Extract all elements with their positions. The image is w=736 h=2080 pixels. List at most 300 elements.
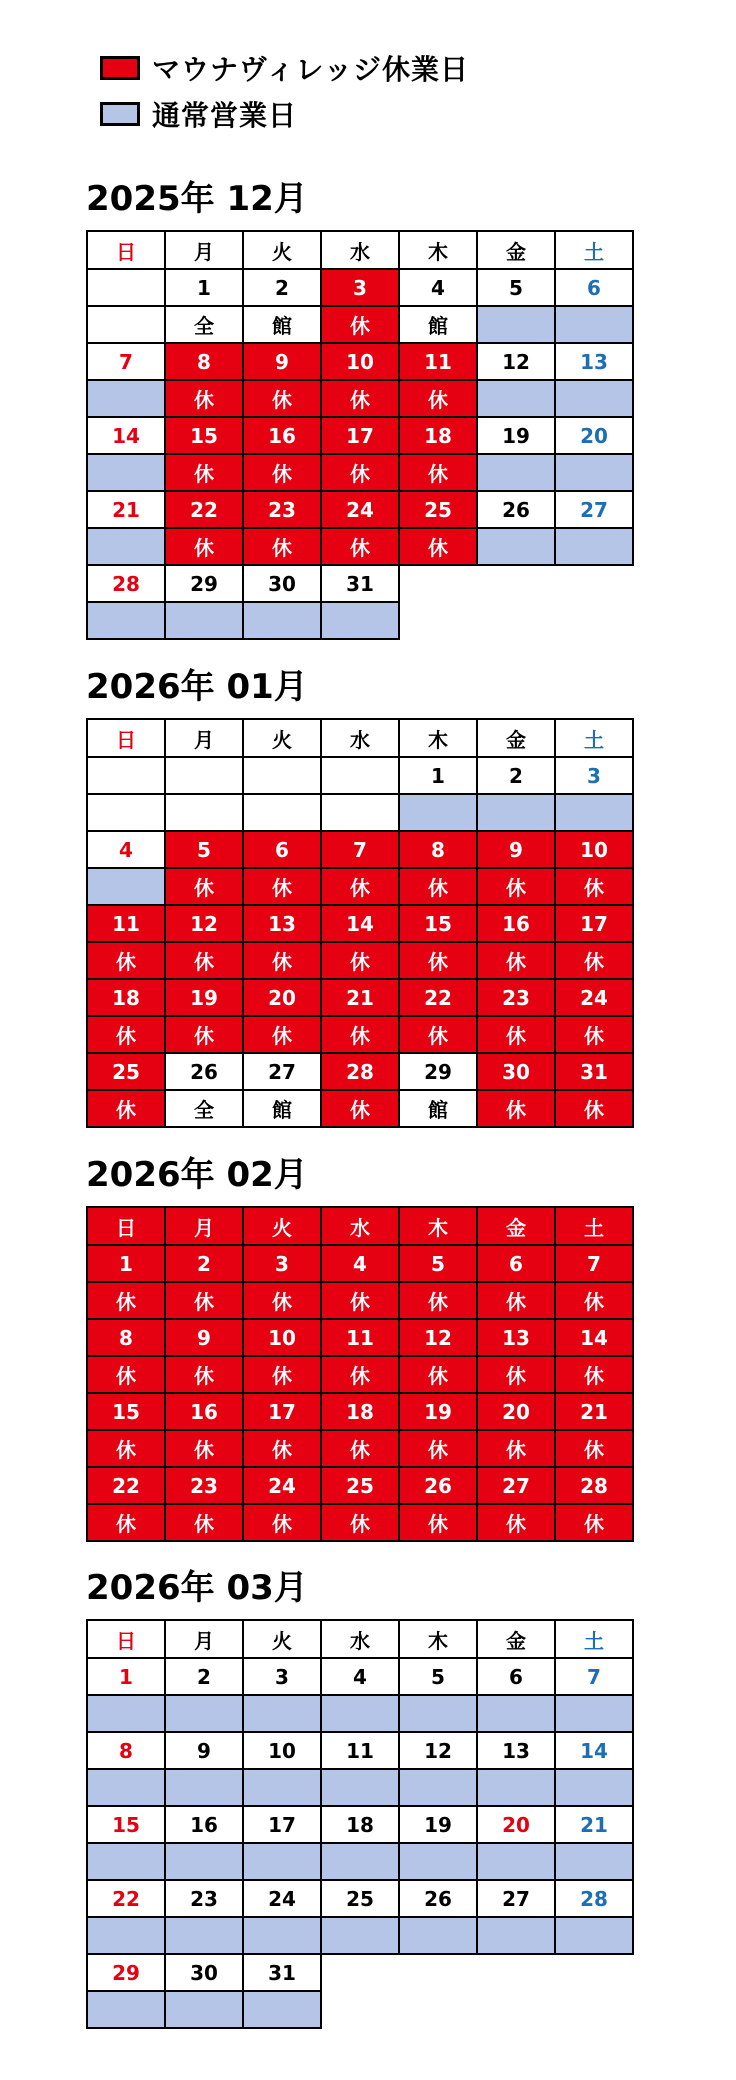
day-status: 休 (165, 942, 243, 979)
calendar-day: 1 (165, 269, 243, 306)
weekday-header: 木 (399, 719, 477, 757)
date-row (87, 1806, 633, 1843)
day-status (243, 794, 321, 831)
day-status (165, 1769, 243, 1806)
legend-label-closed: マウナヴィレッジ休業日 (152, 53, 470, 86)
weekday-header-row (87, 231, 633, 269)
day-status (87, 528, 165, 565)
day-status: 休 (87, 1430, 165, 1467)
day-status (87, 602, 165, 639)
calendar-day: 26 (399, 1880, 477, 1917)
date-row (87, 1658, 633, 1695)
date-row (87, 831, 633, 868)
status-row (87, 1695, 633, 1732)
calendar-day: 20 (555, 417, 633, 454)
calendar-day: 14 (321, 905, 399, 942)
weekday-header: 水 (321, 1207, 399, 1245)
month-calendar-mar-2026 (86, 1564, 634, 2029)
day-status: 休 (321, 1016, 399, 1053)
calendar-day: 8 (87, 1732, 165, 1769)
day-status: 休 (243, 1430, 321, 1467)
day-status: 休 (555, 1430, 633, 1467)
status-row (87, 1356, 633, 1393)
day-status: 休 (165, 1430, 243, 1467)
day-status (321, 1843, 399, 1880)
day-status (243, 1843, 321, 1880)
calendar-day: 22 (165, 491, 243, 528)
calendar-day: 17 (243, 1806, 321, 1843)
day-status: 休 (243, 380, 321, 417)
weekday-header: 月 (165, 231, 243, 269)
day-status: 休 (555, 1090, 633, 1127)
calendar-day: 18 (321, 1393, 399, 1430)
weekday-header: 金 (477, 231, 555, 269)
weekday-header: 金 (477, 1207, 555, 1245)
day-status: 休 (555, 1356, 633, 1393)
calendar-day: 18 (87, 979, 165, 1016)
day-status: 休 (555, 1504, 633, 1541)
calendar-day: 1 (399, 757, 477, 794)
day-status (399, 1917, 477, 1954)
calendar-day: 23 (165, 1880, 243, 1917)
calendar-day: 20 (243, 979, 321, 1016)
month-title: 2026年 02月 (86, 1155, 308, 1195)
calendar-day: 21 (555, 1393, 633, 1430)
calendar-day: 13 (477, 1319, 555, 1356)
day-status: 休 (87, 1504, 165, 1541)
day-status (321, 1991, 399, 2028)
day-status (555, 1991, 633, 2028)
day-status: 休 (399, 1504, 477, 1541)
status-row (87, 1504, 633, 1541)
day-status (243, 1695, 321, 1732)
weekday-header: 木 (399, 1620, 477, 1658)
day-status (321, 1769, 399, 1806)
calendar-day: 26 (477, 491, 555, 528)
day-status (243, 1917, 321, 1954)
day-status (477, 454, 555, 491)
calendar-day: 25 (399, 491, 477, 528)
day-status (243, 1769, 321, 1806)
calendar-day: 10 (321, 343, 399, 380)
day-status (165, 1843, 243, 1880)
calendar-grid (86, 230, 634, 640)
calendar-day: 11 (321, 1732, 399, 1769)
calendar-day: 5 (399, 1658, 477, 1695)
date-row (87, 565, 633, 602)
calendar-day: 25 (87, 1053, 165, 1090)
day-status: 休 (477, 1430, 555, 1467)
day-status: 休 (87, 1282, 165, 1319)
day-status: 休 (243, 868, 321, 905)
calendar-day: 23 (165, 1467, 243, 1504)
calendar-day: 3 (243, 1245, 321, 1282)
calendar-day: 13 (243, 905, 321, 942)
day-status: 休 (243, 1282, 321, 1319)
calendar-day: 14 (87, 417, 165, 454)
calendar-day: 5 (399, 1245, 477, 1282)
date-row (87, 1245, 633, 1282)
calendar-day: 14 (555, 1319, 633, 1356)
calendar-day: 17 (321, 417, 399, 454)
date-row (87, 417, 633, 454)
calendar-day: 19 (399, 1393, 477, 1430)
day-status: 休 (477, 1504, 555, 1541)
calendar-day: 15 (87, 1806, 165, 1843)
weekday-header: 火 (243, 231, 321, 269)
weekday-header-row (87, 1620, 633, 1658)
calendar-day: 30 (477, 1053, 555, 1090)
day-status: 館 (399, 306, 477, 343)
day-status: 休 (321, 1430, 399, 1467)
calendar-day: 24 (243, 1467, 321, 1504)
legend-label-open: 通常営業日 (152, 99, 298, 132)
day-status (477, 1769, 555, 1806)
calendar-day: 16 (165, 1393, 243, 1430)
day-status: 休 (321, 1356, 399, 1393)
day-status (555, 306, 633, 343)
day-status: 休 (321, 454, 399, 491)
day-status (399, 1991, 477, 2028)
calendar-day: 30 (165, 1954, 243, 1991)
calendar-day: 6 (243, 831, 321, 868)
day-status (555, 1843, 633, 1880)
day-status (87, 868, 165, 905)
calendar-day: 27 (243, 1053, 321, 1090)
calendar-day: 24 (243, 1880, 321, 1917)
day-status (555, 528, 633, 565)
weekday-header: 火 (243, 1207, 321, 1245)
status-row (87, 1090, 633, 1127)
calendar-day: 8 (87, 1319, 165, 1356)
calendar-day: 21 (555, 1806, 633, 1843)
day-status (555, 454, 633, 491)
day-status: 休 (321, 528, 399, 565)
calendar-day: 2 (243, 269, 321, 306)
calendar-day: 21 (87, 491, 165, 528)
calendar-day: 10 (243, 1732, 321, 1769)
day-status (243, 1991, 321, 2028)
status-row (87, 942, 633, 979)
calendar-day: 3 (243, 1658, 321, 1695)
calendar-day: 22 (399, 979, 477, 1016)
day-status: 休 (399, 1430, 477, 1467)
calendar-day: 3 (321, 269, 399, 306)
day-status (321, 794, 399, 831)
weekday-header: 水 (321, 231, 399, 269)
month-calendar-dec-2025 (86, 175, 634, 640)
day-status: 休 (243, 1016, 321, 1053)
month-calendar-feb-2026 (86, 1151, 634, 1542)
day-status: 休 (165, 1356, 243, 1393)
calendar-day-blank (399, 1954, 477, 1991)
calendar-day-blank (477, 565, 555, 602)
day-status: 休 (477, 1282, 555, 1319)
status-row (87, 528, 633, 565)
calendar-day: 21 (321, 979, 399, 1016)
calendar-day: 31 (243, 1954, 321, 1991)
calendar-day: 28 (87, 565, 165, 602)
calendar-day-blank (165, 757, 243, 794)
day-status (87, 306, 165, 343)
day-status (555, 1769, 633, 1806)
day-status (321, 1917, 399, 1954)
calendar-day: 7 (555, 1245, 633, 1282)
day-status (477, 1843, 555, 1880)
calendar-day: 1 (87, 1245, 165, 1282)
calendar-day: 18 (321, 1806, 399, 1843)
calendar-day: 11 (87, 905, 165, 942)
calendar-day: 18 (399, 417, 477, 454)
day-status (87, 1769, 165, 1806)
day-status: 休 (165, 1282, 243, 1319)
calendar-day: 19 (399, 1806, 477, 1843)
calendar-day: 27 (555, 491, 633, 528)
day-status: 休 (243, 528, 321, 565)
calendar-day: 19 (477, 417, 555, 454)
calendar-day: 2 (477, 757, 555, 794)
day-status (477, 306, 555, 343)
day-status (399, 1769, 477, 1806)
calendar-day: 12 (477, 343, 555, 380)
status-row (87, 868, 633, 905)
calendar-day-blank (555, 565, 633, 602)
day-status (87, 794, 165, 831)
date-row (87, 1053, 633, 1090)
calendar-day: 5 (477, 269, 555, 306)
calendar-day: 13 (555, 343, 633, 380)
date-row (87, 1467, 633, 1504)
status-row (87, 1016, 633, 1053)
day-status: 館 (243, 306, 321, 343)
day-status (555, 602, 633, 639)
month-title: 2026年 01月 (86, 667, 308, 707)
status-row (87, 306, 633, 343)
day-status: 休 (165, 454, 243, 491)
day-status (399, 1843, 477, 1880)
day-status: 休 (399, 868, 477, 905)
calendar-day: 20 (477, 1806, 555, 1843)
day-status (165, 794, 243, 831)
legend-item-open (100, 96, 469, 132)
calendar-day: 6 (477, 1658, 555, 1695)
day-status (399, 1695, 477, 1732)
day-status: 休 (555, 942, 633, 979)
day-status: 全 (165, 306, 243, 343)
date-row (87, 757, 633, 794)
day-status (87, 380, 165, 417)
calendar-day: 24 (555, 979, 633, 1016)
date-row (87, 979, 633, 1016)
day-status: 休 (477, 1016, 555, 1053)
day-status: 休 (399, 454, 477, 491)
calendar-day: 27 (477, 1467, 555, 1504)
day-status (165, 1991, 243, 2028)
calendar-day: 29 (87, 1954, 165, 1991)
day-status (477, 1695, 555, 1732)
day-status (321, 602, 399, 639)
day-status: 休 (477, 1356, 555, 1393)
day-status (87, 1917, 165, 1954)
weekday-header: 金 (477, 1620, 555, 1658)
weekday-header-row (87, 1207, 633, 1245)
weekday-header: 日 (87, 231, 165, 269)
calendar-day: 8 (165, 343, 243, 380)
month-calendar-jan-2026 (86, 663, 634, 1128)
calendar-day: 10 (555, 831, 633, 868)
date-row (87, 491, 633, 528)
day-status: 休 (243, 454, 321, 491)
day-status (477, 1917, 555, 1954)
day-status: 館 (243, 1090, 321, 1127)
status-row (87, 1917, 633, 1954)
day-status: 休 (165, 868, 243, 905)
weekday-header: 土 (555, 719, 633, 757)
calendar-grid (86, 718, 634, 1128)
day-status (555, 1695, 633, 1732)
day-status: 休 (87, 1016, 165, 1053)
calendar-grid (86, 1206, 634, 1542)
date-row (87, 1732, 633, 1769)
status-row (87, 1991, 633, 2028)
calendar-day-blank (87, 757, 165, 794)
calendar-day: 26 (165, 1053, 243, 1090)
day-status (477, 794, 555, 831)
date-row (87, 1393, 633, 1430)
day-status: 休 (87, 942, 165, 979)
day-status: 休 (321, 306, 399, 343)
day-status (555, 380, 633, 417)
calendar-day-blank (399, 565, 477, 602)
day-status: 休 (165, 1016, 243, 1053)
calendar-day: 1 (87, 1658, 165, 1695)
calendar-day: 17 (243, 1393, 321, 1430)
day-status (477, 380, 555, 417)
calendar-day: 11 (321, 1319, 399, 1356)
calendar-day: 7 (555, 1658, 633, 1695)
weekday-header: 水 (321, 719, 399, 757)
calendar-day-blank (555, 1954, 633, 1991)
day-status: 休 (399, 1016, 477, 1053)
weekday-header: 日 (87, 719, 165, 757)
day-status: 休 (243, 1504, 321, 1541)
day-status (399, 794, 477, 831)
weekday-header: 日 (87, 1207, 165, 1245)
day-status: 休 (555, 868, 633, 905)
status-row (87, 1282, 633, 1319)
calendar-day: 7 (321, 831, 399, 868)
weekday-header-row (87, 719, 633, 757)
calendar-day: 15 (165, 417, 243, 454)
day-status (555, 1917, 633, 1954)
calendar-day: 23 (243, 491, 321, 528)
weekday-header: 土 (555, 231, 633, 269)
calendar-day: 12 (399, 1319, 477, 1356)
day-status: 休 (399, 1282, 477, 1319)
day-status: 休 (555, 1016, 633, 1053)
calendar-day: 23 (477, 979, 555, 1016)
weekday-header: 木 (399, 231, 477, 269)
calendar-day: 28 (321, 1053, 399, 1090)
weekday-header: 土 (555, 1207, 633, 1245)
calendar-day: 24 (321, 491, 399, 528)
day-status: 休 (321, 868, 399, 905)
calendar-day: 30 (243, 565, 321, 602)
calendar-day: 10 (243, 1319, 321, 1356)
day-status: 休 (399, 528, 477, 565)
weekday-header: 火 (243, 1620, 321, 1658)
calendar-day: 5 (165, 831, 243, 868)
date-row (87, 343, 633, 380)
date-row (87, 269, 633, 306)
day-status: 休 (165, 380, 243, 417)
weekday-header: 水 (321, 1620, 399, 1658)
calendar-day: 20 (477, 1393, 555, 1430)
day-status (87, 1991, 165, 2028)
day-status: 休 (321, 1282, 399, 1319)
day-status: 休 (321, 942, 399, 979)
calendar-day: 31 (555, 1053, 633, 1090)
calendar-day: 31 (321, 565, 399, 602)
weekday-header: 月 (165, 1620, 243, 1658)
calendar-day: 13 (477, 1732, 555, 1769)
calendar-day: 19 (165, 979, 243, 1016)
calendar-day: 9 (243, 343, 321, 380)
calendar-day: 22 (87, 1880, 165, 1917)
date-row (87, 1954, 633, 1991)
day-status: 休 (165, 528, 243, 565)
status-row (87, 1430, 633, 1467)
day-status (165, 1695, 243, 1732)
status-row (87, 454, 633, 491)
calendar-day: 4 (87, 831, 165, 868)
calendar-day: 9 (165, 1732, 243, 1769)
day-status: 休 (321, 1504, 399, 1541)
day-status: 休 (165, 1504, 243, 1541)
status-row (87, 380, 633, 417)
day-status: 休 (477, 868, 555, 905)
calendar-day: 3 (555, 757, 633, 794)
calendar-day: 25 (321, 1467, 399, 1504)
day-status: 館 (399, 1090, 477, 1127)
status-row (87, 602, 633, 639)
weekday-header: 日 (87, 1620, 165, 1658)
day-status (165, 602, 243, 639)
calendar-day-blank (321, 1954, 399, 1991)
day-status: 休 (555, 1282, 633, 1319)
calendar-day: 15 (399, 905, 477, 942)
day-status (87, 1695, 165, 1732)
day-status (87, 454, 165, 491)
day-status: 休 (399, 942, 477, 979)
calendar-day: 12 (399, 1732, 477, 1769)
calendar-day: 15 (87, 1393, 165, 1430)
weekday-header: 火 (243, 719, 321, 757)
calendar-day: 28 (555, 1467, 633, 1504)
weekday-header: 月 (165, 719, 243, 757)
day-status: 休 (399, 380, 477, 417)
calendar-day: 29 (399, 1053, 477, 1090)
day-status (399, 602, 477, 639)
month-title: 2026年 03月 (86, 1568, 308, 1608)
day-status (321, 1695, 399, 1732)
calendar-day: 14 (555, 1732, 633, 1769)
calendar-day: 27 (477, 1880, 555, 1917)
day-status: 休 (399, 1356, 477, 1393)
day-status: 休 (87, 1356, 165, 1393)
calendar-day: 7 (87, 343, 165, 380)
day-status: 休 (321, 380, 399, 417)
